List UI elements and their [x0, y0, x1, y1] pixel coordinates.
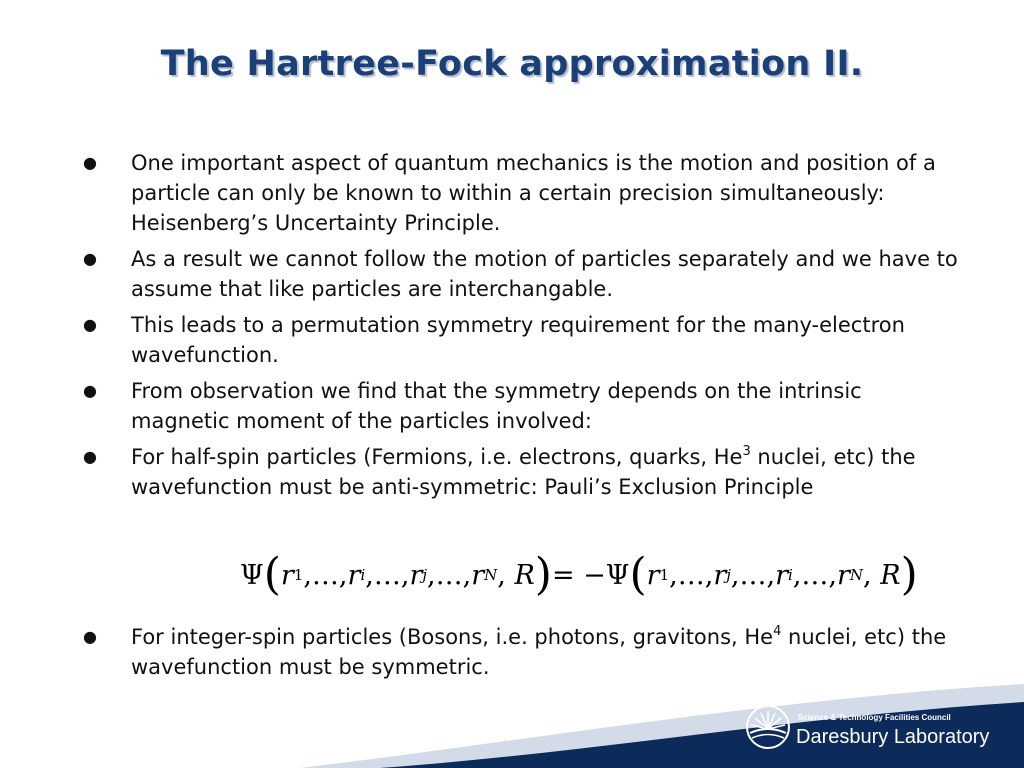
bullet-list	[80, 148, 960, 508]
bullet-text: From observation we find that the symmetry depends on the intrinsic magnetic moment of the particles involved:	[131, 379, 862, 433]
bullet-text: nuclei, etc) the wavefunction must be anti-symmetric: Pauli’s Exclusion Principle	[131, 445, 916, 499]
eq-sub: j	[422, 566, 428, 584]
eq-comma: ,	[730, 559, 740, 591]
bullet-text: This leads to a permutation symmetry requirement for the many-electron wavefunction.	[131, 313, 905, 367]
bullet-item	[80, 148, 960, 238]
eq-comma: ,	[766, 559, 776, 591]
bullet-item-fermions	[80, 442, 960, 502]
eq-r: r	[775, 559, 788, 591]
logo-council-text: Science & Technology Facilities Council	[798, 713, 951, 722]
eq-comma: ,	[338, 559, 348, 591]
bullet-item-bosons	[80, 622, 960, 682]
eq-r: r	[471, 559, 485, 591]
eq-sub: i	[360, 566, 366, 584]
superscript: 3	[742, 444, 751, 459]
eq-equals-minus: = −	[551, 559, 606, 591]
eq-comma: ,	[365, 559, 374, 591]
eq-comma: ,	[792, 559, 802, 591]
eq-dots: …	[435, 559, 463, 591]
bullet-text: One important aspect of quantum mechanics is the motion and position of a particle can only be known to within a certain precision simultaneously: Heisenberg’s Uncertainty Principle.	[131, 151, 936, 235]
bullet-dot: ●	[83, 447, 97, 466]
bullet-text: For half-spin particles (Fermions, i.e. electrons, quarks, He	[131, 445, 743, 469]
eq-r: r	[713, 559, 727, 591]
eq-dots: …	[373, 559, 401, 591]
eq-comma: ,	[303, 559, 312, 591]
eq-comma: ,	[828, 559, 837, 591]
eq-sub: 1	[293, 566, 304, 584]
bullet-dot: ●	[83, 315, 97, 334]
bullet-dot: ●	[83, 153, 97, 172]
pauli-equation	[240, 548, 918, 602]
eq-comma: ,	[497, 559, 506, 591]
eq-r: r	[347, 559, 361, 591]
bullet-text: As a result we cannot follow the motion of particles separately and we have to assume that like particles are interchangable.	[131, 247, 958, 301]
bullet-dot: ●	[83, 627, 97, 646]
psi-symbol: Ψ	[605, 559, 630, 591]
eq-sub: i	[788, 566, 793, 584]
eq-dots: …	[677, 559, 705, 591]
eq-r: r	[646, 559, 660, 591]
eq-dots: …	[801, 559, 829, 591]
bullet-text: nuclei, etc) the wavefunction must be symmetric.	[131, 625, 947, 679]
daresbury-logo	[744, 703, 1014, 755]
sunburst-logo-icon	[744, 703, 792, 751]
left-paren: (	[263, 549, 281, 600]
eq-comma: ,	[462, 559, 472, 591]
eq-sub: j	[726, 566, 731, 584]
right-paren: )	[900, 549, 918, 600]
eq-r: r	[837, 559, 850, 591]
bullet-dot: ●	[83, 381, 97, 400]
eq-sub: N	[484, 566, 498, 584]
eq-sub: N	[849, 566, 864, 584]
eq-comma: ,	[427, 559, 436, 591]
bullet-item	[80, 244, 960, 304]
eq-r: r	[280, 559, 294, 591]
eq-comma: ,	[704, 559, 714, 591]
bullet-item	[80, 310, 960, 370]
eq-dots: …	[311, 559, 339, 591]
eq-comma: ,	[400, 559, 410, 591]
eq-r: r	[409, 559, 423, 591]
eq-R: R	[514, 559, 535, 591]
left-paren: (	[629, 549, 647, 600]
eq-comma: ,	[863, 559, 872, 591]
bullet-item	[80, 376, 960, 436]
eq-R: R	[880, 559, 901, 591]
psi-symbol: Ψ	[240, 559, 264, 591]
bullet-text: For integer-spin particles (Bosons, i.e. photons, gravitons, He	[131, 625, 774, 649]
slide-title: The Hartree-Fock approximation II.	[160, 44, 864, 84]
logo-lab-text: Daresbury Laboratory	[796, 726, 990, 748]
eq-dots: …	[739, 559, 767, 591]
eq-comma: ,	[669, 559, 678, 591]
right-paren: )	[534, 549, 552, 600]
bullet-list-bosons	[80, 622, 960, 688]
superscript: 4	[773, 624, 782, 639]
bullet-dot: ●	[83, 249, 97, 268]
eq-sub: 1	[659, 566, 670, 584]
